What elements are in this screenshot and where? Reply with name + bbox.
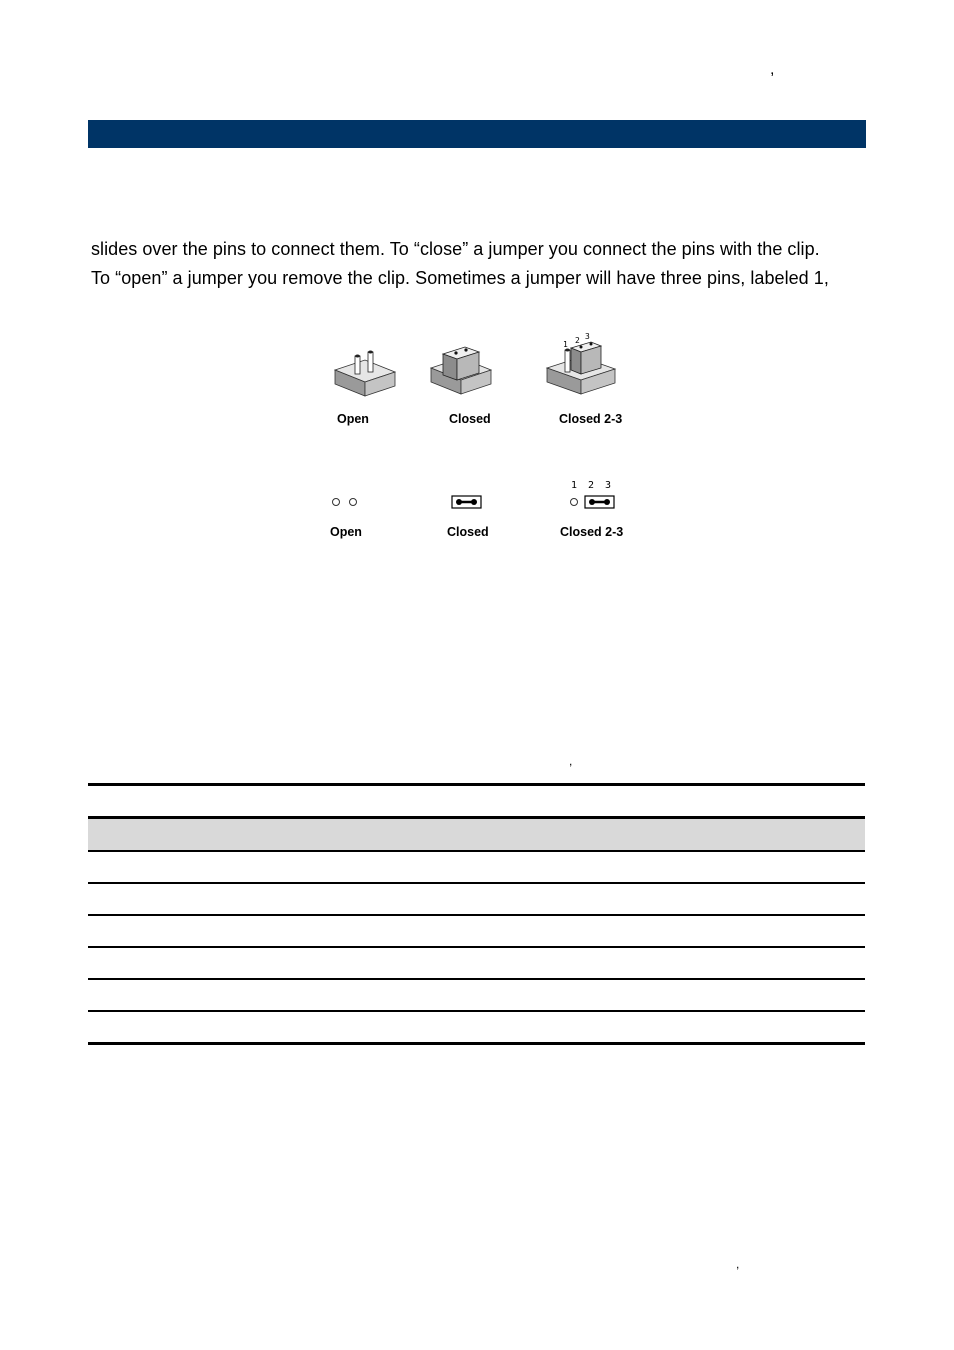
closed-jumper-schematic-icon [452, 496, 481, 508]
closed-jumper-3d-icon [431, 347, 491, 394]
label-open-schematic: Open [330, 525, 362, 539]
body-text-line-1: slides over the pins to connect them. To “close” a jumper you connect the pins with the clip. [91, 239, 820, 259]
table-row-rule [88, 1010, 865, 1012]
jumper-3d-illustration [325, 330, 625, 402]
schematic-pin-number-2: 2 [588, 480, 595, 491]
pin-number-1: 1 [563, 340, 568, 349]
closed-2-3-jumper-schematic-icon [571, 496, 615, 508]
table-row-rule [88, 914, 865, 916]
table-bottom-rule [88, 1042, 865, 1045]
pin-number-3: 3 [585, 332, 590, 341]
table-header-top-rule [88, 816, 865, 819]
table-top-rule [88, 783, 865, 786]
header-mark: , [770, 61, 775, 78]
mid-mark: , [569, 754, 573, 768]
table-row-rule [88, 978, 865, 980]
footer-mark: , [736, 1257, 740, 1271]
table-row-rule [88, 882, 865, 884]
jumper-schematic-illustration [325, 492, 625, 512]
open-jumper-3d-icon [335, 351, 395, 397]
open-jumper-schematic-icon [333, 499, 357, 506]
label-open-3d: Open [337, 412, 369, 426]
table-header-row [88, 819, 865, 850]
label-closed-2-3-schematic: Closed 2-3 [560, 525, 624, 539]
table-row-rule [88, 946, 865, 948]
schematic-pin-number-1: 1 [571, 480, 578, 491]
pin-number-2: 2 [575, 336, 580, 345]
closed-2-3-jumper-3d-icon [547, 342, 615, 394]
label-closed-3d: Closed [449, 412, 491, 426]
label-closed-2-3-3d: Closed 2-3 [559, 412, 623, 426]
label-closed-schematic: Closed [447, 525, 489, 539]
body-text-line-2: To “open” a jumper you remove the clip. Sometimes a jumper will have three pins, labeled 1, [91, 268, 829, 288]
table-row-rule [88, 850, 865, 852]
schematic-pin-number-3: 3 [605, 480, 612, 491]
section-title-bar [88, 120, 866, 148]
